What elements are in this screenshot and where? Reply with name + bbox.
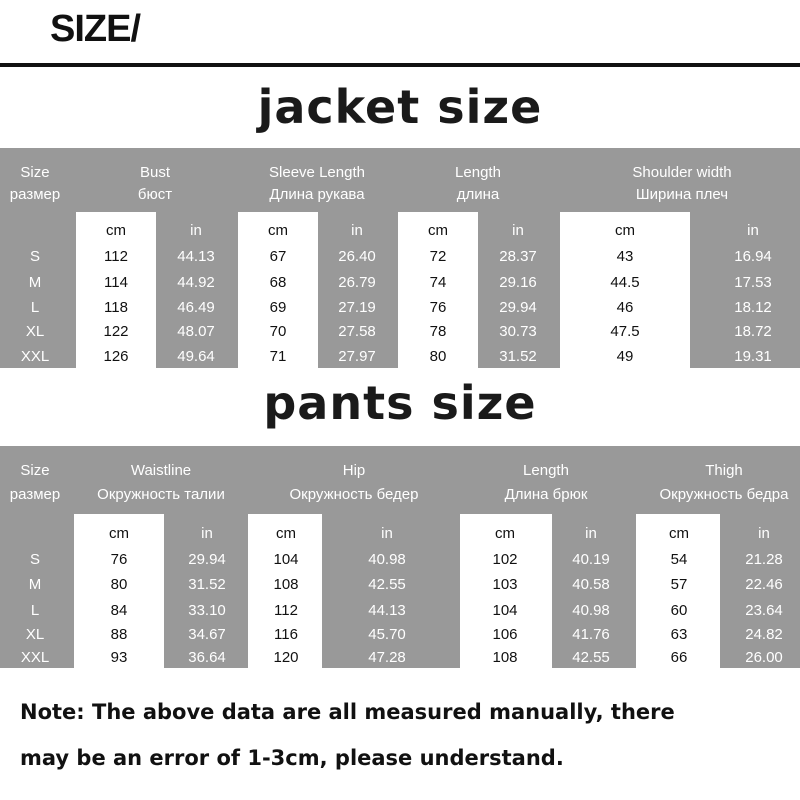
- table-value: 23.64: [745, 602, 783, 619]
- table-value: 42.55: [572, 649, 610, 666]
- column-header: Thigh: [705, 462, 743, 479]
- table-value: 30.73: [499, 323, 537, 340]
- table-value: 41.76: [572, 626, 610, 643]
- size-name: L: [30, 299, 40, 316]
- unit-label: cm: [615, 222, 635, 239]
- table-value: 112: [104, 248, 128, 265]
- table-value: 18.72: [734, 323, 772, 340]
- size-name: XL: [25, 323, 45, 340]
- table-value: 104: [492, 602, 518, 619]
- table-value: 17.53: [734, 274, 772, 291]
- table-value: 68: [269, 274, 287, 291]
- unit-label: in: [381, 525, 393, 542]
- table-value: 102: [492, 551, 518, 568]
- table-value: 108: [492, 649, 518, 666]
- size-name: L: [30, 602, 40, 619]
- table-value: 118: [104, 299, 128, 316]
- size-header: SIZE/: [50, 8, 141, 50]
- table-value: 66: [670, 649, 688, 666]
- unit-label: in: [758, 525, 770, 542]
- table-value: 22.46: [745, 576, 783, 593]
- table-value: 27.19: [338, 299, 376, 316]
- table-value: 48.07: [177, 323, 215, 340]
- size-name: XXL: [20, 348, 50, 365]
- table-value: 42.55: [368, 576, 406, 593]
- size-label: Size: [20, 164, 50, 181]
- note-line-2: may be an error of 1-3cm, please understand.: [20, 746, 564, 770]
- size-name: XL: [25, 626, 45, 643]
- table-value: 18.12: [734, 299, 772, 316]
- table-value: 33.10: [188, 602, 226, 619]
- column-header: Waistline: [130, 462, 192, 479]
- table-value: 47.5: [610, 323, 640, 340]
- unit-label: cm: [276, 525, 296, 542]
- table-value: 40.19: [572, 551, 610, 568]
- size-name: S: [29, 248, 41, 265]
- unit-label: in: [747, 222, 759, 239]
- table-value: 93: [110, 649, 128, 666]
- column-header-ru: Длина рукава: [269, 186, 365, 203]
- unit-label: in: [190, 222, 202, 239]
- table-value: 40.98: [572, 602, 610, 619]
- table-value: 74: [429, 274, 447, 291]
- unit-label: in: [512, 222, 524, 239]
- pants-size-table: [0, 446, 800, 668]
- table-value: 29.94: [188, 551, 226, 568]
- table-value: 126: [103, 348, 129, 365]
- note-line-1: Note: The above data are all measured manually, there: [20, 700, 675, 724]
- table-value: 108: [273, 576, 299, 593]
- unit-label: cm: [106, 222, 126, 239]
- table-value: 46: [616, 299, 634, 316]
- column-header-ru: Окружность талии: [97, 486, 225, 503]
- size-label-ru: размер: [9, 486, 61, 503]
- table-value: 103: [492, 576, 518, 593]
- table-value: 45.70: [368, 626, 406, 643]
- table-value: 47.28: [368, 649, 406, 666]
- header-divider: [0, 63, 800, 67]
- column-header-ru: длина: [456, 186, 500, 203]
- table-value: 44.13: [177, 248, 215, 265]
- table-value: 122: [103, 323, 129, 340]
- table-value: 44.13: [368, 602, 406, 619]
- table-value: 36.64: [188, 649, 226, 666]
- table-value: 21.28: [745, 551, 783, 568]
- table-value: 80: [110, 576, 128, 593]
- unit-label: cm: [495, 525, 515, 542]
- unit-label: cm: [109, 525, 129, 542]
- table-value: 104: [273, 551, 299, 568]
- size-name: M: [28, 576, 42, 593]
- table-value: 34.67: [188, 626, 226, 643]
- table-value: 40.58: [572, 576, 610, 593]
- table-value: 26.00: [745, 649, 783, 666]
- table-value: 69: [269, 299, 287, 316]
- column-header: Bust: [139, 164, 171, 181]
- column-header: Length: [455, 164, 501, 181]
- unit-label: in: [585, 525, 597, 542]
- table-value: 80: [429, 348, 447, 365]
- column-header-ru: Окружность бедер: [289, 486, 419, 503]
- column-header: Sleeve Length: [269, 164, 365, 181]
- table-value: 16.94: [734, 248, 772, 265]
- table-value: 76: [110, 551, 128, 568]
- unit-label: in: [201, 525, 213, 542]
- table-value: 106: [492, 626, 518, 643]
- table-value: 76: [429, 299, 447, 316]
- table-value: 49: [616, 348, 634, 365]
- table-value: 31.52: [499, 348, 537, 365]
- jacket-size-table: [0, 148, 800, 368]
- table-value: 71: [269, 348, 287, 365]
- table-value: 63: [670, 626, 688, 643]
- table-value: 120: [273, 649, 299, 666]
- size-name: XXL: [20, 649, 50, 666]
- table-value: 31.52: [188, 576, 226, 593]
- table-value: 26.40: [338, 248, 376, 265]
- jacket-title: jacket size: [257, 80, 543, 134]
- table-value: 84: [110, 602, 128, 619]
- table-value: 70: [269, 323, 287, 340]
- table-value: 114: [104, 274, 128, 291]
- column-header-ru: Ширина плеч: [635, 186, 729, 203]
- unit-label: cm: [268, 222, 288, 239]
- size-label-ru: размер: [9, 186, 61, 203]
- table-value: 54: [670, 551, 688, 568]
- table-value: 49.64: [177, 348, 215, 365]
- size-label: Size: [20, 462, 50, 479]
- table-value: 72: [429, 248, 447, 265]
- table-value: 27.97: [338, 348, 376, 365]
- unit-label: cm: [428, 222, 448, 239]
- table-value: 40.98: [368, 551, 406, 568]
- table-value: 116: [274, 626, 298, 643]
- table-value: 44.92: [177, 274, 215, 291]
- table-value: 26.79: [338, 274, 376, 291]
- table-value: 28.37: [499, 248, 537, 265]
- column-header-ru: Длина брюк: [504, 486, 588, 503]
- table-value: 29.16: [499, 274, 537, 291]
- unit-label: cm: [669, 525, 689, 542]
- table-value: 46.49: [177, 299, 215, 316]
- column-header: Length: [523, 462, 569, 479]
- column-header: Shoulder width: [632, 164, 732, 181]
- table-value: 19.31: [734, 348, 772, 365]
- table-value: 57: [670, 576, 688, 593]
- column-header-ru: Окружность бедра: [659, 486, 789, 503]
- pants-title: pants size: [263, 376, 537, 430]
- table-value: 24.82: [745, 626, 783, 643]
- table-value: 67: [269, 248, 287, 265]
- table-value: 88: [110, 626, 128, 643]
- column-header: Hip: [342, 462, 366, 479]
- table-value: 29.94: [499, 299, 537, 316]
- table-value: 43: [616, 248, 634, 265]
- table-value: 78: [429, 323, 447, 340]
- size-name: M: [28, 274, 42, 291]
- table-value: 60: [670, 602, 688, 619]
- table-value: 44.5: [610, 274, 640, 291]
- table-value: 27.58: [338, 323, 376, 340]
- unit-label: in: [351, 222, 363, 239]
- size-name: S: [29, 551, 41, 568]
- table-value: 112: [274, 602, 298, 619]
- column-header-ru: бюст: [137, 186, 173, 203]
